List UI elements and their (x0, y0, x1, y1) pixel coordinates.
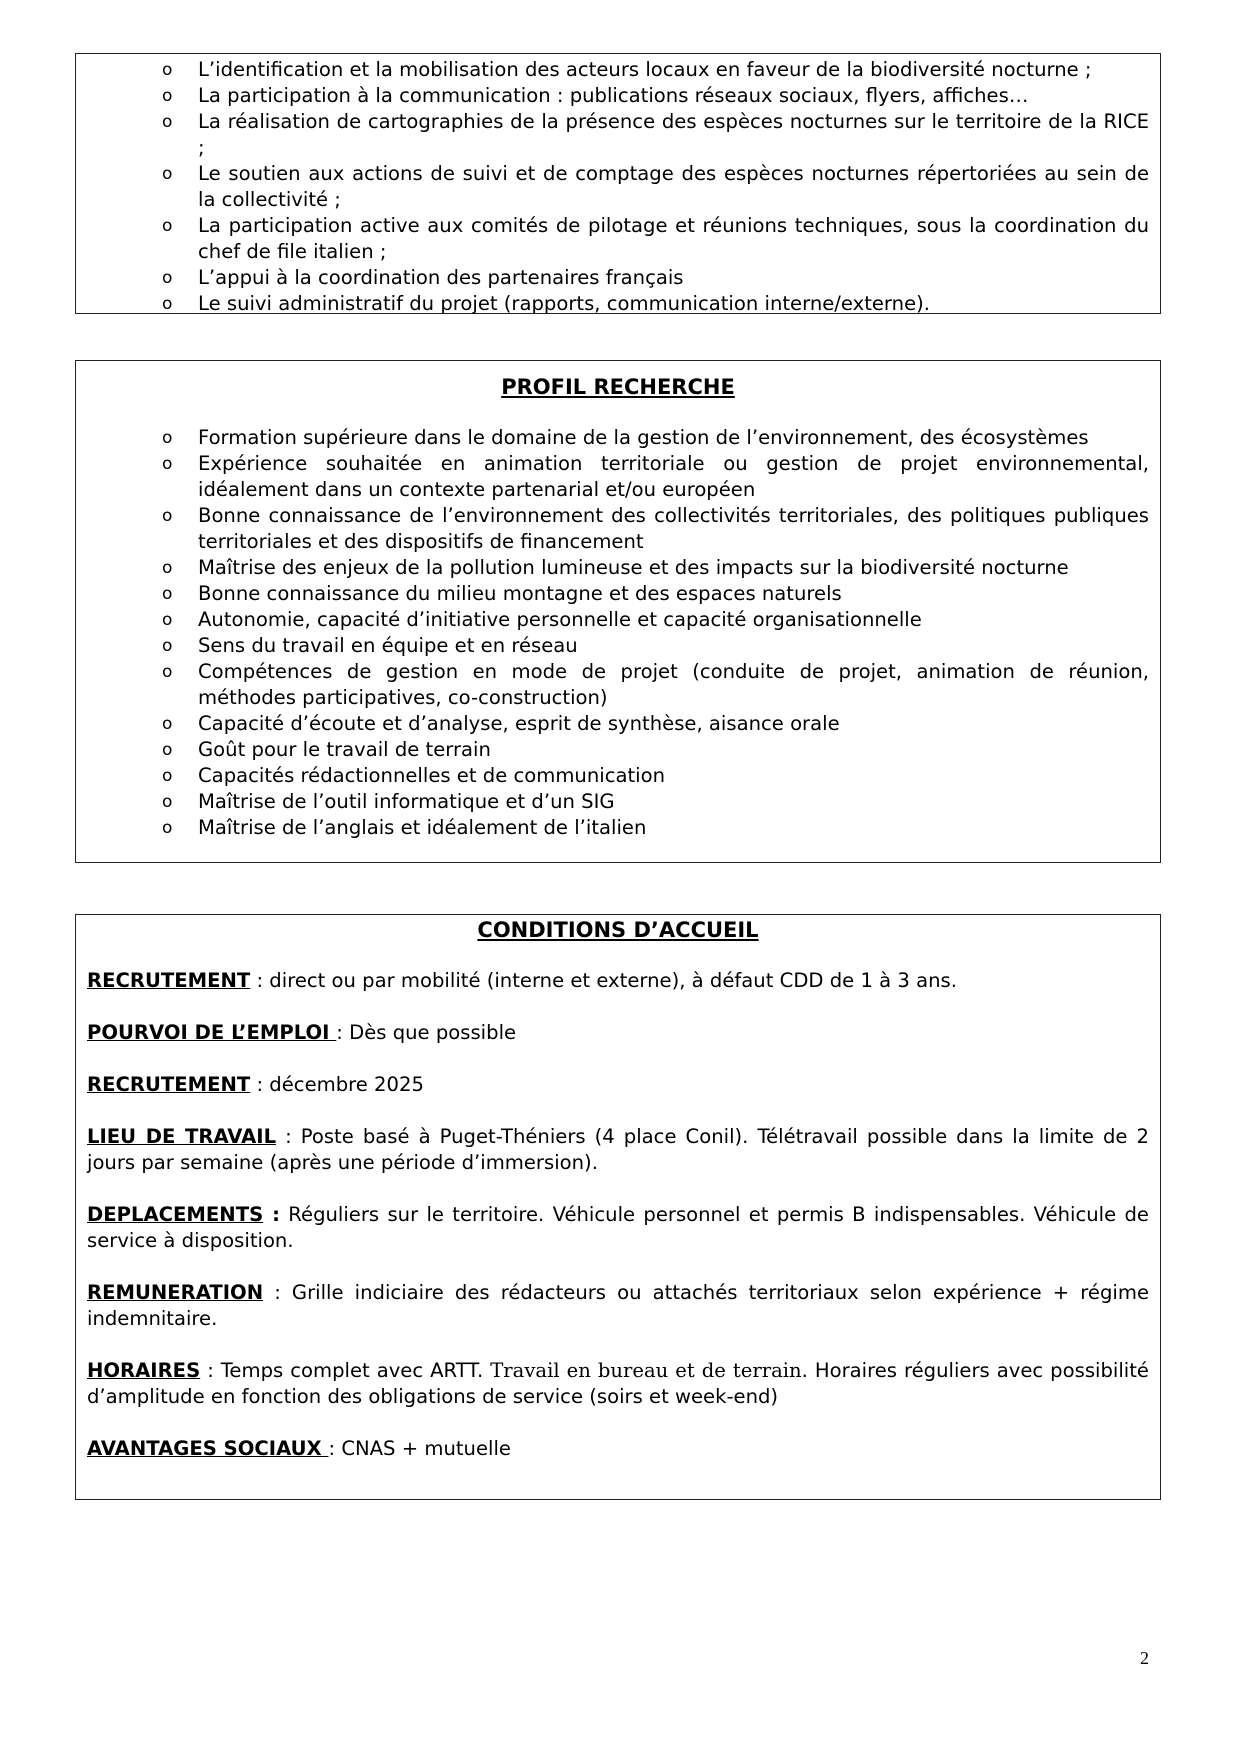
list-item-text: L’appui à la coordination des partenaires français (198, 266, 684, 289)
list-item-text: Formation supérieure dans le domaine de la gestion de l’environnement, des écosystèmes (198, 426, 1089, 449)
condition-label: LIEU DE TRAVAIL (87, 1125, 277, 1148)
list-item (76, 555, 1160, 581)
condition-avantages (87, 1436, 1149, 1462)
condition-text: : Dès que possible (336, 1021, 517, 1044)
page-number: 2 (1140, 1648, 1149, 1668)
condition-label-suffix: : (263, 1203, 280, 1226)
condition-lieu (87, 1124, 1149, 1176)
list-item (76, 109, 1160, 161)
list-item-text: Bonne connaissance de l’environnement des collectivités territoriales, des politiques publiques territoriales et des dispositifs de financement (198, 504, 1149, 553)
condition-text: : CNAS + mutuelle (328, 1437, 511, 1460)
profil-title: PROFIL RECHERCHE (501, 375, 735, 399)
condition-text: : Temps complet avec ARTT. (200, 1359, 491, 1382)
list-item (76, 213, 1160, 265)
condition-label: RECRUTEMENT (87, 1073, 251, 1096)
bullet-icon: o (162, 610, 173, 630)
list-item (76, 83, 1160, 109)
list-item-text: Maîtrise de l’outil informatique et d’un SIG (198, 790, 615, 813)
bullet-icon: o (162, 454, 173, 474)
condition-text: : décembre 2025 (250, 1073, 424, 1096)
condition-label: RECRUTEMENT (87, 969, 251, 992)
condition-remuneration (87, 1280, 1149, 1332)
condition-text-serif: Travail en bureau et de terrain (490, 1359, 802, 1382)
list-item (76, 789, 1160, 815)
list-item (76, 161, 1160, 213)
list-item-text: L’identification et la mobilisation des acteurs locaux en faveur de la biodiversité nocturne ; (198, 58, 1092, 81)
bullet-icon: o (162, 636, 173, 656)
conditions-title: CONDITIONS D’ACCUEIL (477, 918, 759, 942)
condition-horaires (87, 1358, 1149, 1410)
condition-text: : Poste basé à Puget-Théniers (4 place Conil). Télétravail possible dans la limite de 2 jours par semaine (après une période d’immersion). (87, 1125, 1149, 1174)
list-item-text: Expérience souhaitée en animation territoriale ou gestion de projet environnemental, idéalement dans un contexte partenarial et/ou européen (198, 452, 1149, 501)
condition-label: REMUNERATION (87, 1281, 264, 1304)
missions-box (75, 53, 1161, 314)
list-item-text: Capacités rédactionnelles et de communication (198, 764, 666, 787)
list-item (76, 633, 1160, 659)
list-item-text: La participation à la communication : publications réseaux sociaux, flyers, affiches… (198, 84, 1029, 107)
list-item-text: Sens du travail en équipe et en réseau (198, 634, 578, 657)
conditions-list (76, 968, 1160, 1462)
missions-list (76, 57, 1160, 317)
bullet-icon: o (162, 506, 173, 526)
list-item-text: Maîtrise des enjeux de la pollution lumineuse et des impacts sur la biodiversité nocturne (198, 556, 1069, 579)
condition-deplacements (87, 1202, 1149, 1254)
profil-list (76, 425, 1160, 841)
list-item (76, 503, 1160, 555)
profil-box (75, 360, 1161, 863)
list-item (76, 659, 1160, 711)
list-item (76, 57, 1160, 83)
condition-text: Réguliers sur le territoire. Véhicule personnel et permis B indispensables. Véhicule de service à disposition. (87, 1203, 1149, 1252)
list-item-text: La réalisation de cartographies de la présence des espèces nocturnes sur le territoire de la RICE ; (198, 110, 1149, 159)
list-item-text: Autonomie, capacité d’initiative personnelle et capacité organisationnelle (198, 608, 922, 631)
list-item (76, 737, 1160, 763)
bullet-icon: o (162, 294, 173, 314)
bullet-icon: o (162, 216, 173, 236)
bullet-icon: o (162, 792, 173, 812)
condition-pourvoi (87, 1020, 1149, 1046)
bullet-icon: o (162, 584, 173, 604)
condition-text: . Horaires réguliers avec possibilité d’amplitude en fonction des obligations de service (soirs et week-end) (87, 1359, 1149, 1408)
bullet-icon: o (162, 112, 173, 132)
condition-text: : Grille indiciaire des rédacteurs ou attachés territoriaux selon expérience + régime indemnitaire. (87, 1281, 1149, 1330)
bullet-icon: o (162, 428, 173, 448)
bullet-icon: o (162, 662, 173, 682)
list-item (76, 291, 1160, 317)
list-item (76, 815, 1160, 841)
list-item (76, 265, 1160, 291)
list-item (76, 763, 1160, 789)
list-item-text: La participation active aux comités de pilotage et réunions techniques, sous la coordination du chef de file italien ; (198, 214, 1149, 263)
bullet-icon: o (162, 818, 173, 838)
list-item-text: Goût pour le travail de terrain (198, 738, 491, 761)
bullet-icon: o (162, 766, 173, 786)
bullet-icon: o (162, 60, 173, 80)
list-item-text: Compétences de gestion en mode de projet (conduite de projet, animation de réunion, méthodes participatives, co-construction) (198, 660, 1149, 709)
list-item (76, 451, 1160, 503)
list-item-text: Maîtrise de l’anglais et idéalement de l’italien (198, 816, 647, 839)
condition-label: HORAIRES (87, 1359, 201, 1382)
list-item-text: Le soutien aux actions de suivi et de comptage des espèces nocturnes répertoriées au sein de la collectivité ; (198, 162, 1149, 211)
bullet-icon: o (162, 86, 173, 106)
list-item (76, 581, 1160, 607)
list-item (76, 711, 1160, 737)
list-item-text: Capacité d’écoute et d’analyse, esprit de synthèse, aisance orale (198, 712, 840, 735)
bullet-icon: o (162, 740, 173, 760)
list-item (76, 425, 1160, 451)
list-item-text: Bonne connaissance du milieu montagne et des espaces naturels (198, 582, 842, 605)
condition-text: : direct ou par mobilité (interne et externe), à défaut CDD de 1 à 3 ans. (250, 969, 957, 992)
condition-recrutement (87, 968, 1149, 994)
bullet-icon: o (162, 268, 173, 288)
condition-label: DEPLACEMENTS (87, 1203, 264, 1226)
list-item-text: Le suivi administratif du projet (rapports, communication interne/externe). (198, 292, 930, 315)
condition-recrutement-date (87, 1072, 1149, 1098)
bullet-icon: o (162, 558, 173, 578)
condition-label: POURVOI DE L’EMPLOI (87, 1021, 337, 1044)
bullet-icon: o (162, 164, 173, 184)
conditions-box (75, 914, 1161, 1500)
condition-label: AVANTAGES SOCIAUX (87, 1437, 329, 1460)
list-item (76, 607, 1160, 633)
bullet-icon: o (162, 714, 173, 734)
